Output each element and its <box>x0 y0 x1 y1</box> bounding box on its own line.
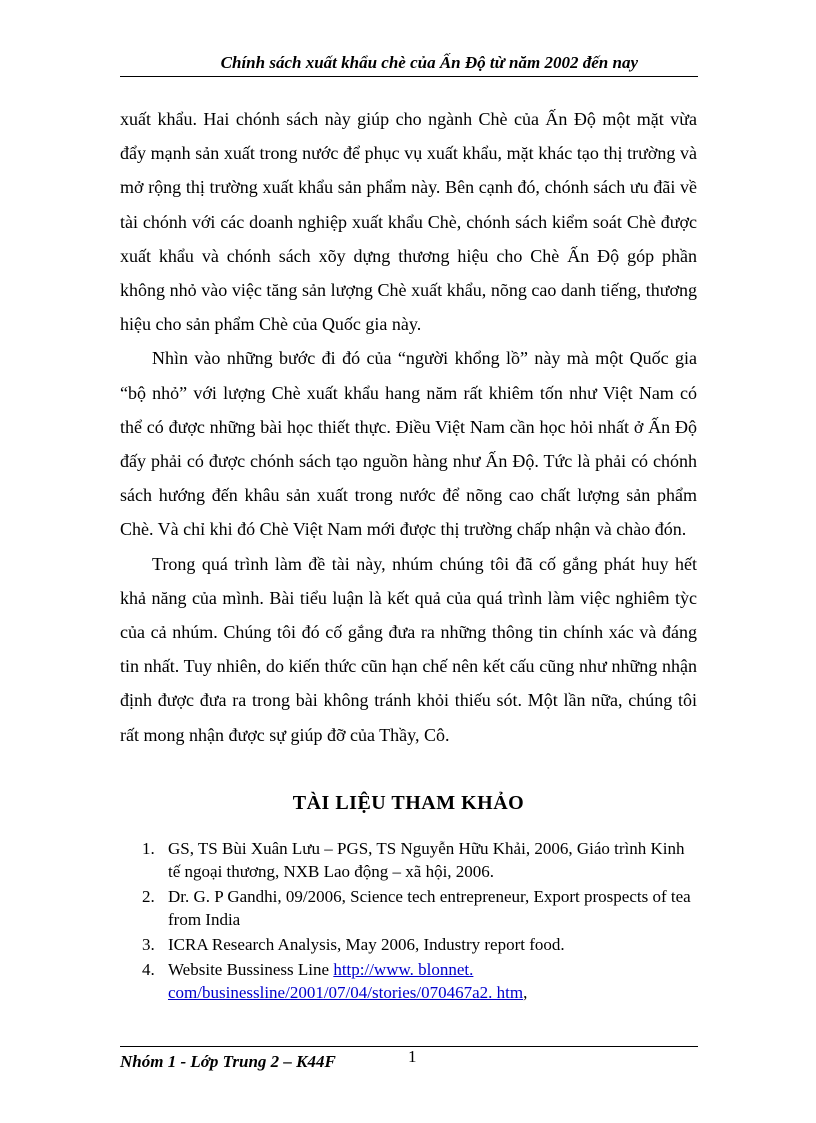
page-number: 1 <box>408 1047 417 1066</box>
reference-number: 3. <box>142 935 155 954</box>
reference-number: 2. <box>142 887 155 906</box>
reference-text: Dr. G. P Gandhi, 09/2006, Science tech entrepreneur, Export prospects of tea from India <box>168 887 691 929</box>
paragraph: xuất khẩu. Hai chónh sách này giúp cho ngành Chè của Ấn Độ một mặt vừa đẩy mạnh sản xuất trong nước để phục vụ xuất khẩu, mặt khác tạo thị trường và mở rộng thị trường xuất khẩu sản phẩm này. Bên cạnh đó, chónh sách ưu đãi về tài chónh với các doanh nghiệp xuất khẩu Chè, chónh sách kiểm soát Chè được xuất khẩu và chónh sách xõy dựng thương hiệu cho Chè Ấn Độ góp phần không nhỏ vào việc tăng sản lượng Chè xuất khẩu, nõng cao danh tiếng, thương hiệu cho sản phẩm Chè của Quốc gia này. <box>120 109 697 335</box>
document-title: Chính sách xuất khẩu chè của Ấn Độ từ năm 2002 đến nay <box>220 53 638 72</box>
reference-item <box>120 837 697 883</box>
reference-suffix: , <box>523 983 528 1002</box>
references-list <box>120 837 697 1006</box>
footer-group-label: Nhóm 1 - Lớp Trung 2 – K44F <box>120 1052 336 1071</box>
body-text <box>120 102 697 752</box>
reference-number: 1. <box>142 839 155 858</box>
reference-item <box>120 958 697 1004</box>
reference-item <box>120 933 697 956</box>
references-heading: TÀI LIỆU THAM KHẢO <box>292 792 525 814</box>
paragraph: Nhìn vào những bước đi đó của “người khổng lồ” này mà một Quốc gia “bộ nhỏ” với lượng Chè xuất khẩu hang năm rất khiêm tốn như Việt Nam có thể có được những bài học thiết thực. Điều Việt Nam cần học hỏi nhất ở Ấn Độ đấy phải có được chónh sách tạo nguồn hàng như Ấn Độ. Tức là phải có chónh sách hướng đến khâu sản xuất trong nước để nõng cao chất lượng sản phẩm Chè. Và chỉ khi đó Chè Việt Nam mới được thị trường chấp nhận và chào đón. <box>120 348 697 540</box>
reference-item <box>120 885 697 931</box>
reference-text: Website Bussiness Line <box>168 960 334 979</box>
reference-text: GS, TS Bùi Xuân Lưu – PGS, TS Nguyễn Hữu Khải, 2006, Giáo trình Kinh tế ngoại thương, NXB Lao động – xã hội, 2006. <box>168 839 685 881</box>
reference-text: ICRA Research Analysis, May 2006, Industry report food. <box>168 935 565 954</box>
reference-number: 4. <box>142 960 155 979</box>
reference-link[interactable]: http://www. blonnet. com/businessline/2001/07/04/stories/070467a2. htm <box>168 960 524 1002</box>
paragraph: Trong quá trình làm đề tài này, nhúm chúng tôi đã cố gắng phát huy hết khả năng của mình. Bài tiểu luận là kết quả của quá trình làm việc nghiêm tỳc của cả nhúm. Chúng tôi đó cố gắng đưa ra những thông tin chính xác và đáng tin nhất. Tuy nhiên, do kiến thức cũn hạn chế nên kết cấu cũng như những nhận định được đưa ra trong bài không tránh khỏi thiếu sót. Một lần nữa, chúng tôi rất mong nhận được sự giúp đỡ của Thầy, Cô. <box>120 553 697 745</box>
page-footer <box>120 1046 698 1077</box>
page-header <box>120 50 698 77</box>
